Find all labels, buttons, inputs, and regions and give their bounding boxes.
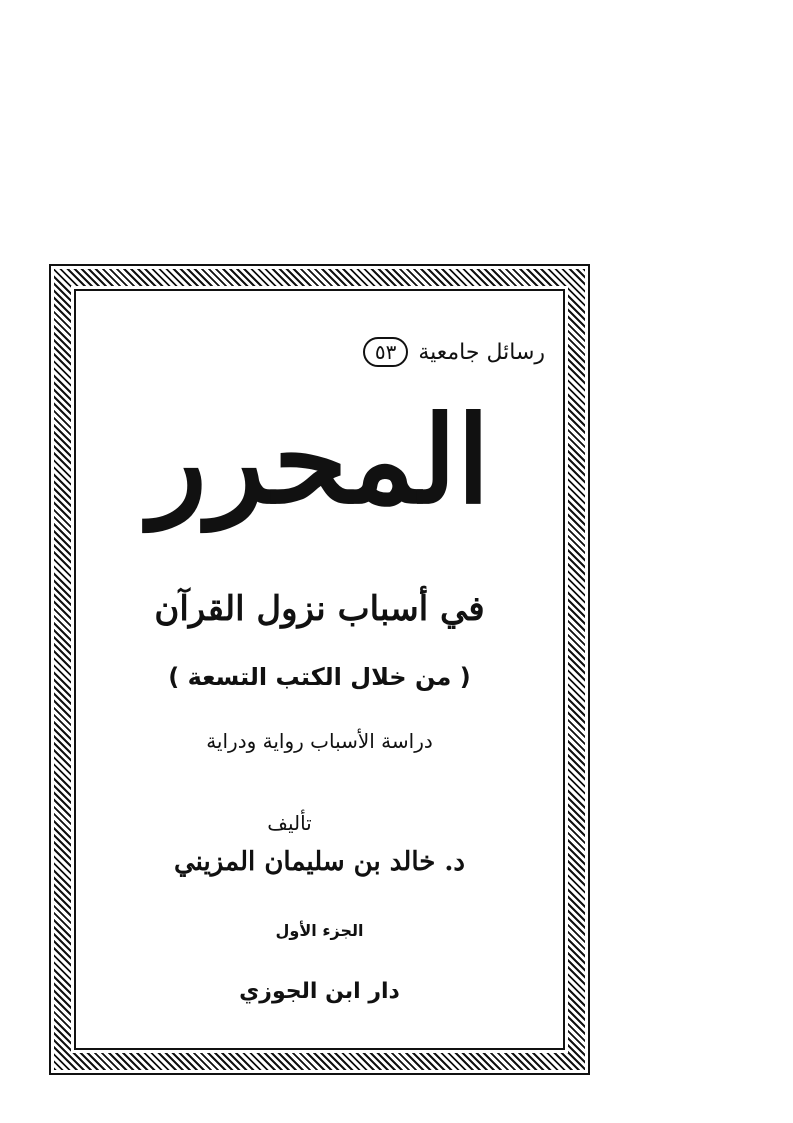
series-line bbox=[363, 337, 545, 367]
series-number-badge: ٥٣ bbox=[363, 337, 408, 367]
decorative-border bbox=[49, 264, 590, 1075]
publisher-name: دار ابن الجوزي bbox=[239, 979, 400, 1004]
book-title: المحرر bbox=[149, 390, 490, 531]
book-subtitle: في أسباب نزول القرآن bbox=[154, 589, 485, 629]
volume-label: الجزء الأول bbox=[275, 921, 364, 940]
series-label: رسائل جامعية bbox=[418, 339, 545, 365]
study-description: دراسة الأسباب رواية ودراية bbox=[206, 729, 433, 753]
author-name: د. خالد بن سليمان المزيني bbox=[174, 847, 465, 877]
author-label: تأليف bbox=[267, 811, 312, 835]
book-subtitle-scope: ( من خلال الكتب التسعة ) bbox=[168, 663, 471, 691]
cover-panel bbox=[74, 289, 565, 1050]
cover-content bbox=[76, 291, 563, 1048]
